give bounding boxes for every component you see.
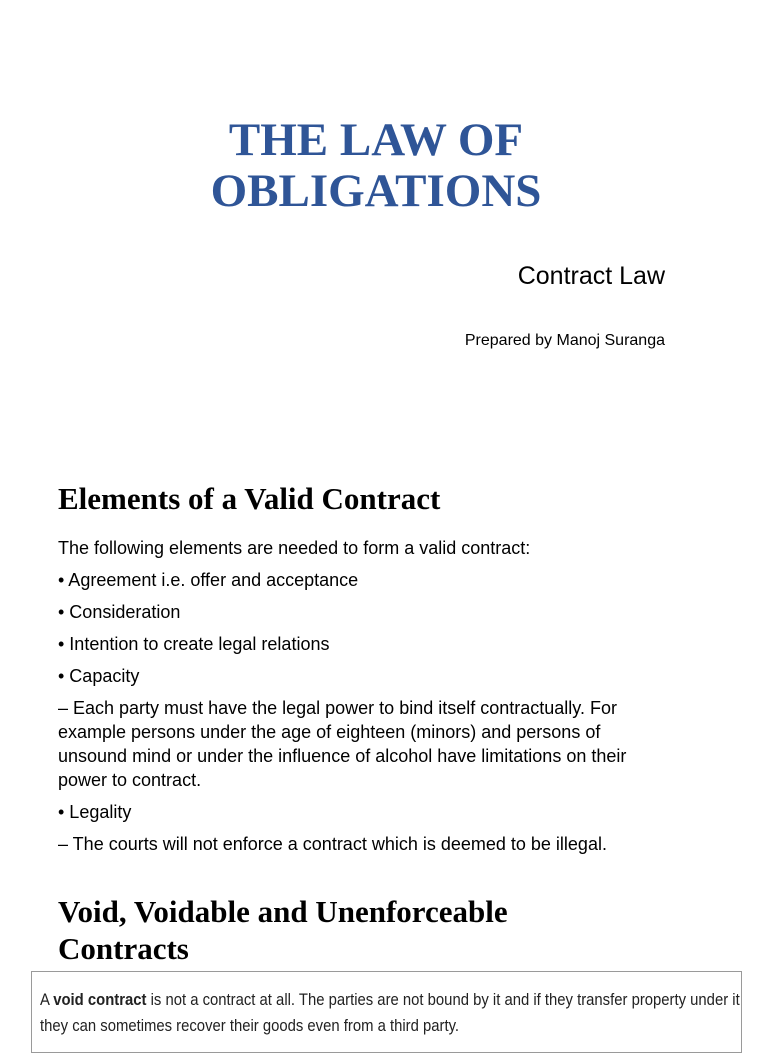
- intro-text: The following elements are needed to form a valid contract:: [58, 538, 531, 558]
- bullet-consideration: • Consideration: [58, 602, 181, 622]
- excerpt-rest: is not a contract at all. The parties are not bound by it and if they transfer property under it: [146, 991, 740, 1009]
- legality-note: – The courts will not enforce a contract which is deemed to be illegal.: [58, 834, 607, 854]
- excerpt-line-1: [40, 990, 740, 1010]
- bullet-agreement: • Agreement i.e. offer and acceptance: [58, 570, 359, 590]
- bullet-legality: • Legality: [58, 802, 132, 822]
- section-heading-void-contracts: [58, 893, 508, 967]
- heading-line-2: Contracts: [58, 931, 189, 966]
- excerpt-image-box: [31, 971, 742, 1053]
- title-line-1: THE LAW OF: [228, 114, 524, 166]
- bullet-intention: • Intention to create legal relations: [58, 634, 330, 654]
- capacity-note-line-1: – Each party must have the legal power to bind itself contractually. For: [58, 698, 617, 718]
- title-line-2: OBLIGATIONS: [210, 165, 542, 217]
- capacity-note-line-2: example persons under the age of eighteen (minors) and persons of: [58, 722, 601, 742]
- excerpt-line-2: they can sometimes recover their goods even from a third party.: [40, 1017, 460, 1035]
- bullet-capacity: • Capacity: [58, 666, 140, 686]
- capacity-note-line-3: unsound mind or under the influence of alcohol have limitations on their: [58, 746, 627, 766]
- excerpt-bold-term: void contract: [53, 991, 147, 1009]
- heading-line-1: Void, Voidable and Unenforceable: [58, 894, 508, 929]
- section-heading-elements: Elements of a Valid Contract: [58, 481, 441, 516]
- capacity-note-line-4: power to contract.: [58, 770, 202, 790]
- prepared-by: Prepared by Manoj Suranga: [464, 332, 665, 349]
- subtitle: Contract Law: [517, 262, 665, 290]
- excerpt-prefix: A: [40, 991, 54, 1009]
